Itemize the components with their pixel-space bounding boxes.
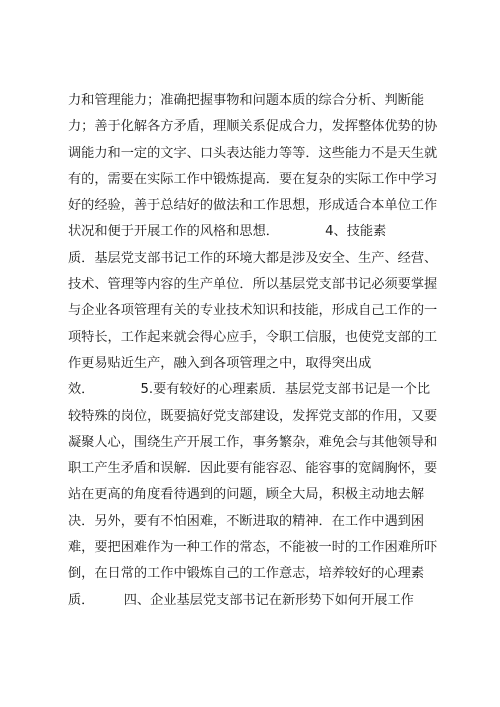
text-line: 技术、管理等内容的生产单位．所以基层党支部书记必须要掌握 (68, 277, 438, 293)
text-line: 有的，需要在实际工作中锻炼提高．要在复杂的实际工作中学习 (68, 171, 438, 187)
text-line: 与企业各项管理有关的专业技术知识和技能，形成自己工作的一 (68, 303, 438, 319)
text-line: 质．基层党支部书记工作的环境大都是涉及安全、生产、经营、 (68, 250, 438, 266)
text-line: 调能力和一定的文字、口头表达能力等等．这些能力不是天生就 (68, 145, 438, 161)
text-line: 力；善于化解各方矛盾，理顺关系促成合力，发挥整体优势的协 (68, 119, 438, 135)
text-line: 项特长，工作起来就会得心应手，令职工信服，也使党支部的工 (68, 329, 438, 345)
text-line: 效． 5.要有较好的心理素质．基层党支部书记是一个比 (68, 382, 431, 398)
text-line: 倒，在日常的工作中锻炼自己的工作意志，培养较好的心理素 (68, 566, 425, 582)
body-text (68, 88, 438, 614)
text-line: 好的经验，善于总结好的做法和工作思想，形成适合本单位工作 (68, 198, 438, 214)
text-line: 较特殊的岗位，既要搞好党支部建设，发挥党支部的作用，又要 (68, 408, 438, 424)
text-line: 质． 四、企业基层党支部书记在新形势下如何开展工作 (68, 592, 414, 608)
text-line: 决．另外，要有不怕困难，不断进取的精神．在工作中遇到困 (68, 513, 425, 529)
text-line: 难，要把困难作为一种工作的常态，不能被一时的工作困难所吓 (68, 540, 438, 556)
text-line: 力和管理能力；准确把握事物和问题本质的综合分析、判断能 (68, 93, 425, 108)
text-line: 作更易贴近生产，融入到各项管理之中，取得突出成 (68, 355, 372, 371)
text-line: 凝聚人心，围绕生产开展工作，事务繁杂，难免会与其他领导和 (68, 434, 438, 450)
text-line: 职工产生矛盾和误解．因此要有能容忍、能容事的宽阔胸怀，要 (68, 461, 438, 477)
text-line: 站在更高的角度看待遇到的问题，顾全大局，积极主动地去解 (68, 487, 425, 503)
text-line: 状况和便于开展工作的风格和思想． 4、技能素 (68, 224, 387, 240)
